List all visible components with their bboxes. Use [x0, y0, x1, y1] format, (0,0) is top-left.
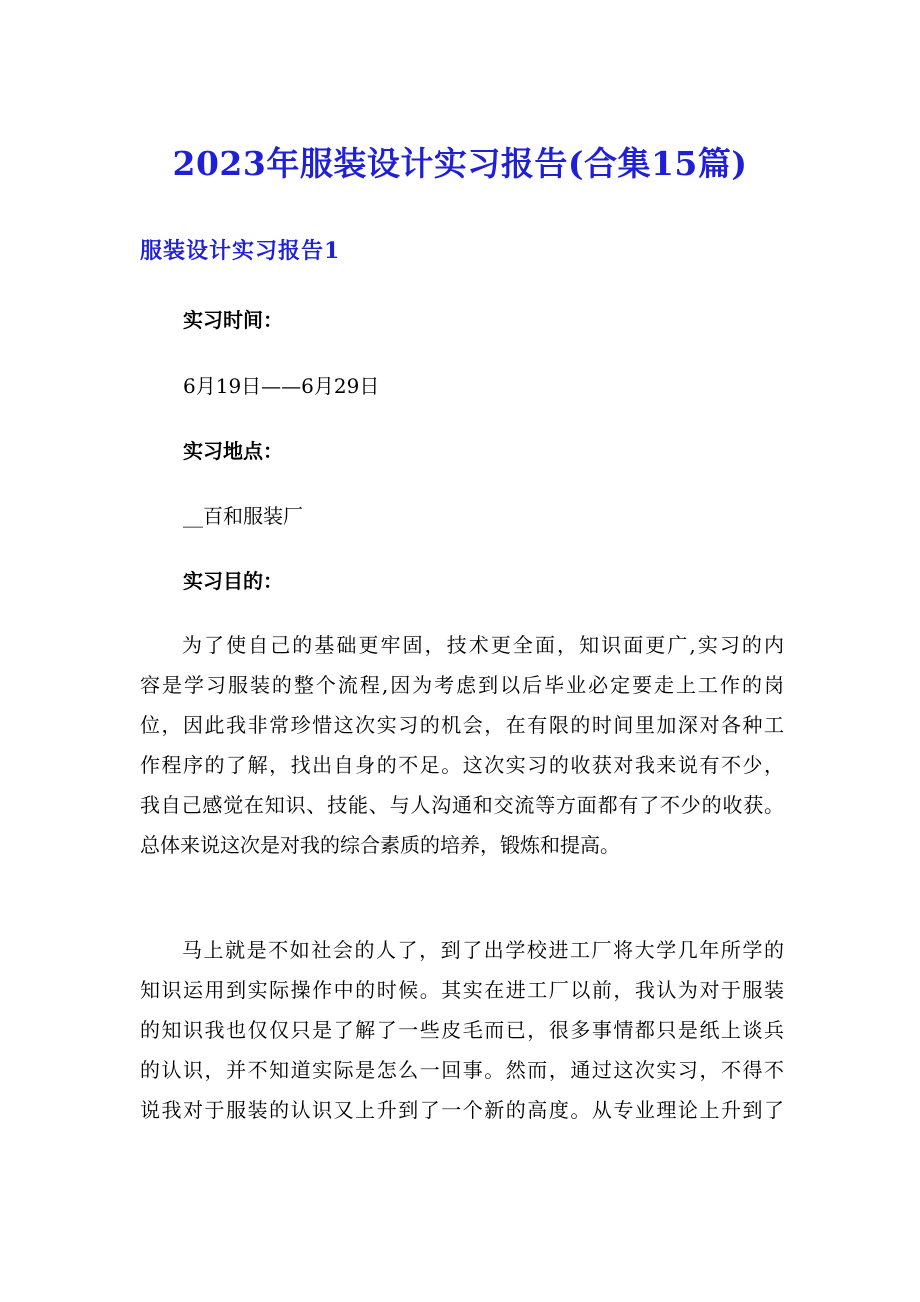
internship-time-value: 6月19日——6月29日 [183, 374, 380, 398]
internship-location-value: __百和服装厂 [183, 504, 303, 528]
paragraph-line: 我自己感觉在知识、技能、与人沟通和交流等方面都有了不少的收获。 [140, 793, 784, 817]
paragraph-line: 位，因此我非常珍惜这次实习的机会，在有限的时间里加深对各种工 [140, 713, 784, 737]
paragraph-line: 容是学习服装的整个流程,因为考虑到以后毕业必定要走上工作的岗 [140, 673, 784, 697]
paragraph-line: 的认识，并不知道实际是怎么一回事。然而，通过这次实习，不得不 [140, 1058, 784, 1082]
paragraph-line: 马上就是不如社会的人了，到了出学校进工厂将大学几年所学的 [182, 938, 784, 962]
paragraph-line: 知识运用到实际操作中的时候。其实在进工厂以前，我认为对于服装 [140, 978, 784, 1002]
section-title: 服装设计实习报告1 [140, 238, 341, 264]
paragraph-line: 总体来说这次是对我的综合素质的培养，锻炼和提高。 [140, 833, 620, 857]
paragraph-line: 作程序的了解，找出自身的不足。这次实习的收获对我来说有不少， [140, 753, 784, 777]
paragraph-line: 为了使自己的基础更牢固，技术更全面，知识面更广,实习的内 [182, 633, 784, 657]
internship-location-label: 实习地点： [183, 439, 283, 463]
paragraph-line: 的知识我也仅仅只是了解了一些皮毛而已，很多事情都只是纸上谈兵 [140, 1018, 784, 1042]
internship-purpose-label: 实习目的： [183, 569, 283, 593]
internship-time-label: 实习时间： [183, 308, 283, 332]
document-title: 2023年服装设计实习报告(合集15篇) [172, 144, 748, 183]
paragraph-experience [140, 930, 784, 1130]
paragraph-line: 说我对于服装的认识又上升到了一个新的高度。从专业理论上升到了 [140, 1098, 784, 1122]
paragraph-purpose [140, 625, 784, 865]
